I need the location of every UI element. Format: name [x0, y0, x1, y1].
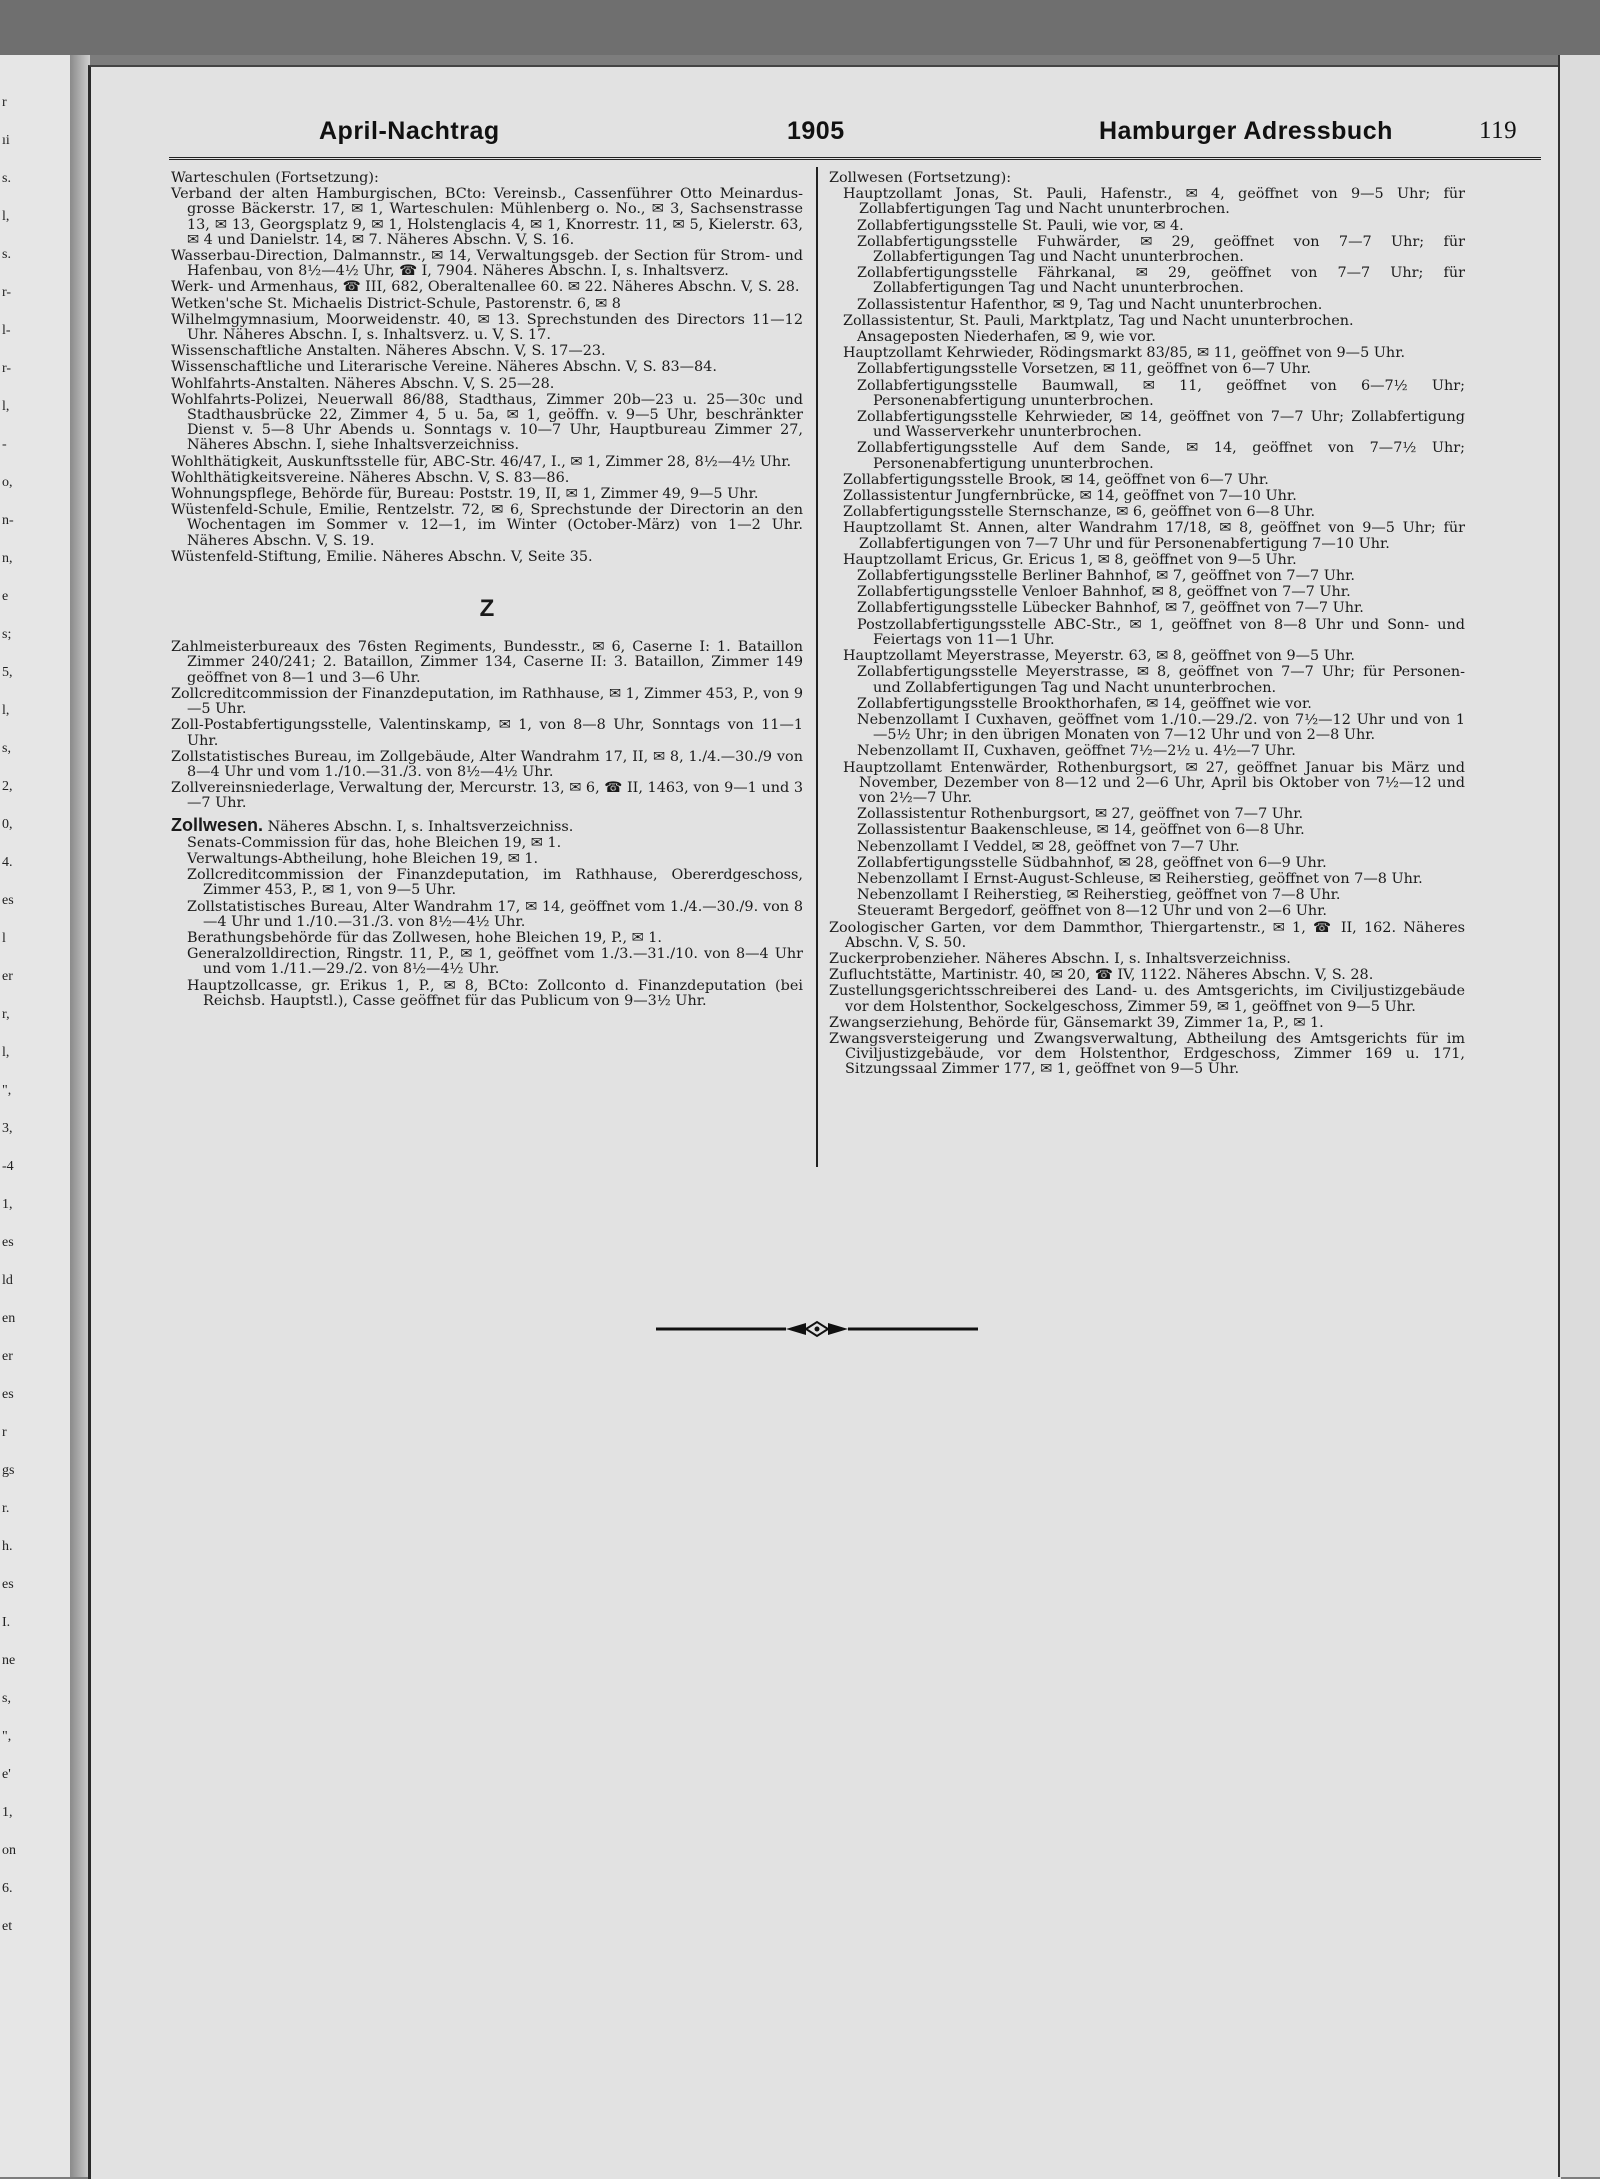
- directory-entry: Zollabfertigungsstelle Kehrwieder, ✉ 14, geöffnet von 7—7 Uhr; Zollabfertigung und Wasserverkehr ununterbrochen.: [857, 409, 1465, 441]
- entries-z-list: [171, 640, 803, 811]
- directory-entry: Zollabfertigungsstelle Fuhwärder, ✉ 29, geöffnet von 7—7 Uhr; für Zollabfertigungen Tag und Nacht ununterbrochen.: [857, 233, 1465, 266]
- adjacent-page-text-fragment: 1,: [2, 1805, 13, 1820]
- adjacent-page-text-fragment: s,: [2, 741, 11, 756]
- zollwesen-sub-list: [171, 836, 803, 1009]
- directory-entry: Zollassistentur Jungfernbrücke, ✉ 14, geöffnet von 7—10 Uhr.: [843, 488, 1297, 505]
- header-year: 1905: [787, 117, 845, 145]
- adjacent-page-text-fragment: er: [2, 1349, 13, 1364]
- directory-entry: Zollassistentur, St. Pauli, Marktplatz, Tag und Nacht ununterbrochen.: [843, 312, 1354, 329]
- end-ornament: [656, 1319, 978, 1339]
- adjacent-page-text-fragment: l: [2, 931, 6, 946]
- adjacent-page-text-fragment: -4: [2, 1159, 14, 1174]
- column-divider: [816, 167, 818, 1167]
- directory-entry: Zwangserziehung, Behörde für, Gänsemarkt 39, Zimmer 1a, P., ✉ 1.: [829, 1014, 1324, 1031]
- directory-entry: Zollvereinsniederlage, Verwaltung der, Mercurstr. 13, ✉ 6, ☎ II, 1463, von 9—1 und 3—7 Uhr.: [171, 780, 803, 812]
- adjacent-page-text-fragment: l,: [2, 209, 10, 224]
- adjacent-page-text-fragment: n-: [2, 513, 14, 528]
- directory-entry: Zollabfertigungsstelle Südbahnhof, ✉ 28, geöffnet von 6—9 Uhr.: [857, 854, 1327, 871]
- right-column: [829, 171, 1465, 1079]
- adjacent-page-text-fragment: l,: [2, 703, 10, 718]
- adjacent-page-text-fragment: l,: [2, 1045, 10, 1060]
- directory-entry: Wüstenfeld-Schule, Emilie, Rentzelstr. 72, ✉ 6, Sprechstunde der Directorin an den Wochentagen im Sommer v. 12—1, im Winter (October-März) von 1—2 Uhr. Näheres Abschn. V, S. 19.: [171, 502, 803, 549]
- directory-entry: Nebenzollamt I Cuxhaven, geöffnet vom 1./10.—29./2. von 7½—12 Uhr und von 1—5½ Uhr; in den übrigen Monaten von 7—12 Uhr und von 2—8 Uhr.: [857, 711, 1465, 744]
- adjacent-page-text-fragment: 0,: [2, 817, 13, 832]
- zollwesen-sub-entry: Senats-Commission für das, hohe Bleichen 19, ✉ 1.: [187, 834, 562, 851]
- directory-entry: Zollabfertigungsstelle Auf dem Sande, ✉ 14, geöffnet von 7—7½ Uhr; Personenabfertigung ununterbrochen.: [857, 440, 1465, 472]
- zollwesen-entry: [171, 814, 803, 835]
- directory-entry: Zollstatistisches Bureau, im Zollgebäude, Alter Wandrahm 17, II, ✉ 8, 1./4.—30./9 von 8—4 Uhr und vom 1./10.—31./3. von 8½—4½ Uhr.: [171, 748, 803, 780]
- adjacent-page-text-fragment: 1,: [2, 1197, 13, 1212]
- adjacent-page-text-fragment: n,: [2, 551, 13, 566]
- directory-entry: Hauptzollamt Kehrwieder, Rödingsmarkt 83/85, ✉ 11, geöffnet von 9—5 Uhr.: [843, 345, 1406, 362]
- document-page: [88, 65, 1561, 2179]
- adjacent-page-text-fragment: r: [2, 95, 7, 110]
- directory-entry: Zollabfertigungsstelle Venloer Bahnhof, ✉ 8, geöffnet von 7—7 Uhr.: [857, 584, 1351, 601]
- directory-entry: Zollassistentur Rothenburgsort, ✉ 27, geöffnet von 7—7 Uhr.: [857, 806, 1304, 823]
- directory-entry: Wüstenfeld-Stiftung, Emilie. Näheres Abschn. V, Seite 35.: [171, 548, 593, 565]
- adjacent-page-text-fragment: r-: [2, 285, 12, 300]
- header-rule: [169, 157, 1541, 160]
- adjacent-page-text-fragment: ",: [2, 1729, 12, 1744]
- zollwesen-heading: Zollwesen.: [171, 814, 264, 835]
- adjacent-page-text-fragment: er: [2, 969, 13, 984]
- directory-entry: Zustellungsgerichtsschreiberei des Land- u. des Amtsgerichts, im Civiljustizgebäude vor dem Holstenthor, Sockelgeschoss, Zimmer 59, ✉ 1, geöffnet von 9—5 Uhr.: [829, 983, 1465, 1015]
- adjacent-page-text-fragment: 2,: [2, 779, 13, 794]
- directory-entry: Wissenschaftliche Anstalten. Näheres Abschn. V, S. 17—23.: [171, 343, 606, 360]
- directory-entry: Wasserbau-Direction, Dalmannstr., ✉ 14, Verwaltungsgeb. der Section für Strom- und Hafenbau, von 8½—4½ Uhr, ☎ I, 7904. Näheres Abschn. I, s. Inhaltsverz.: [171, 248, 803, 280]
- directory-entry: Postzollabfertigungsstelle ABC-Str., ✉ 1, geöffnet von 8—8 Uhr und Sonn- und Feiertags von 11—1 Uhr.: [857, 616, 1465, 648]
- adjacent-page-text-fragment: et: [2, 1919, 13, 1934]
- header-supplement-title: April-Nachtrag: [319, 117, 500, 145]
- directory-entry: Zoll-Postabfertigungsstelle, Valentinskamp, ✉ 1, von 8—8 Uhr, Sonntags von 11—1 Uhr.: [171, 717, 803, 749]
- directory-entry: Zollabfertigungsstelle Lübecker Bahnhof, ✉ 7, geöffnet von 7—7 Uhr.: [857, 600, 1364, 617]
- directory-entry: Zollabfertigungsstelle Vorsetzen, ✉ 11, geöffnet von 6—7 Uhr.: [857, 361, 1311, 378]
- directory-entry: Nebenzollamt II, Cuxhaven, geöffnet 7½—2½ u. 4½—7 Uhr.: [857, 743, 1296, 760]
- adjacent-page-text-fragment: s,: [2, 1691, 11, 1706]
- adjacent-page-text-fragment: r.: [2, 1501, 10, 1516]
- zollwesen-sub-entry: Zollcreditcommission der Finanzdeputation, im Rathhause, Obererdgeschoss, Zimmer 453, P., ✉ 1, von 9—5 Uhr.: [187, 867, 803, 899]
- adjacent-page-text-fragment: on: [2, 1843, 16, 1858]
- directory-entry: Zollabfertigungsstelle Berliner Bahnhof, ✉ 7, geöffnet von 7—7 Uhr.: [857, 568, 1355, 585]
- directory-entry: Zwangsversteigerung und Zwangsverwaltung, Abtheilung des Amtsgerichts für im Civiljustizgebäude, vor dem Holstenthor, Erdgeschoss, Zimmer 169 u. 171, Sitzungssaal Zimmer 177, ✉ 1, geöffnet von 9—5 Uhr.: [829, 1030, 1465, 1078]
- directory-entry: Nebenzollamt I Ernst-August-Schleuse, ✉ Reiherstieg, geöffnet von 7—8 Uhr.: [857, 870, 1423, 887]
- directory-entry: Zollabfertigungsstelle Sternschanze, ✉ 6, geöffnet von 6—8 Uhr.: [843, 504, 1316, 521]
- scan-background-top: [0, 0, 1600, 55]
- directory-entry: Wohlfahrts-Polizei, Neuerwall 86/88, Stadthaus, Zimmer 20b—23 u. 25—30c und Stadthausbrücke 22, Zimmer 4, 5 u. 5a, ✉ 1, geöffn. v. 9—5 Uhr, beschränkter Dienst v. 5—8 Uhr Abends u. Sonntags v. 10—7 Uhr, Hauptbureau Zimmer 27, Näheres Abschn. I, siehe Inhaltsverzeichniss.: [171, 391, 803, 454]
- adjacent-page-text-fragment: es: [2, 1577, 14, 1592]
- running-header: [169, 117, 1541, 153]
- directory-entry: Hauptzollamt St. Annen, alter Wandrahm 17/18, ✉ 8, geöffnet von 9—5 Uhr; für Zollabfertigungen von 7—7 Uhr und für Personenabfertigung 7—10 Uhr.: [843, 520, 1465, 552]
- adjacent-page-text-fragment: -: [2, 437, 7, 452]
- directory-entry: Hauptzollamt Ericus, Gr. Ericus 1, ✉ 8, geöffnet von 9—5 Uhr.: [843, 551, 1297, 568]
- adjacent-page-text-fragment: ",: [2, 1083, 12, 1098]
- adjacent-page-text-fragment: 5,: [2, 665, 13, 680]
- adjacent-page-text-fragment: en: [2, 1311, 16, 1326]
- directory-entry: Wohlthätigkeit, Auskunftsstelle für, ABC-Str. 46/47, I., ✉ 1, Zimmer 28, 8½—4½ Uhr.: [171, 453, 792, 470]
- adjacent-page-text-fragment: ıi: [2, 133, 10, 148]
- adjacent-page-text-fragment: l-: [2, 323, 11, 338]
- adjacent-page-fragment: [0, 55, 70, 2177]
- continuation-heading: Warteschulen (Fortsetzung):: [171, 170, 379, 186]
- directory-entry: Verband der alten Hamburgischen, BCto: Vereinsb., Cassenführer Otto Meinardus-grosse Bäckerstr. 17, ✉ 1, Warteschulen: Mühlenberg o. No., ✉ 3, Sachsenstrasse 13, ✉ 13, Georgsplatz 9, ✉ 1, Holstenglacis 4, ✉ 1, Knorrestr. 11, ✉ 5, Kielerstr. 63, ✉ 4 und Danielstr. 14, ✉ 7. Näheres Abschn. V, S. 16.: [171, 186, 803, 248]
- directory-entry: Hauptzollamt Jonas, St. Pauli, Hafenstr., ✉ 4, geöffnet von 9—5 Uhr; für Zollabfertigungen Tag und Nacht ununterbrochen.: [843, 186, 1465, 218]
- directory-entry: Wohlfahrts-Anstalten. Näheres Abschn. V, S. 25—28.: [171, 375, 555, 392]
- adjacent-page-text-fragment: r: [2, 1425, 7, 1440]
- continuation-heading-right: Zollwesen (Fortsetzung):: [829, 170, 1012, 186]
- directory-entry: Hauptzollamt Meyerstrasse, Meyerstr. 63, ✉ 8, geöffnet von 9—5 Uhr.: [843, 648, 1355, 665]
- left-column: [171, 171, 803, 1010]
- adjacent-page-text-fragment: 3,: [2, 1121, 13, 1136]
- adjacent-page-text-fragment: e: [2, 589, 9, 604]
- zollwesen-heading-note: Näheres Abschn. I, s. Inhaltsverzeichniss.: [267, 818, 574, 835]
- zollwesen-sub-entry: Zollstatistisches Bureau, Alter Wandrahm 17, ✉ 14, geöffnet vom 1./4.—30./9. von 8—4 Uhr und 1./10.—31./3. von 8½—4½ Uhr.: [187, 898, 803, 930]
- adjacent-page-text-fragment: es: [2, 893, 14, 908]
- adjacent-page-text-fragment: gs: [2, 1463, 15, 1478]
- directory-entry: Zollabfertigungsstelle Meyerstrasse, ✉ 8, geöffnet von 7—7 Uhr; für Personen- und Zollabfertigungen Tag und Nacht ununterbrochen.: [857, 664, 1465, 696]
- adjacent-page-text-fragment: es: [2, 1387, 14, 1402]
- adjacent-page-text-fragment: ld: [2, 1273, 13, 1288]
- adjacent-page-text-fragment: h.: [2, 1539, 13, 1554]
- directory-entry: Wilhelmgymnasium, Moorweidenstr. 40, ✉ 13. Sprechstunden des Directors 11—12 Uhr. Näheres Abschn. I, s. Inhaltsverz. u. V, S. 17.: [171, 311, 803, 344]
- scan-right-edge: [1558, 55, 1600, 2177]
- directory-entry: Ansageposten Niederhafen, ✉ 9, wie vor.: [857, 329, 1156, 346]
- directory-entry: Hauptzollamt Entenwärder, Rothenburgsort, ✉ 27, geöffnet Januar bis März und November, Dezember von 8—12 und 2—6 Uhr, April bis Oktober von 7½—12 und von 2½—7 Uhr.: [843, 759, 1465, 806]
- adjacent-page-text-fragment: r-: [2, 361, 12, 376]
- adjacent-page-text-fragment: s.: [2, 171, 11, 186]
- adjacent-page-text-fragment: es: [2, 1235, 14, 1250]
- directory-entry: Zollassistentur Hafenthor, ✉ 9, Tag und Nacht ununterbrochen.: [857, 296, 1323, 313]
- entries-w-list: [171, 187, 803, 565]
- directory-entry: Wetken'sche St. Michaelis District-Schule, Pastorenstr. 6, ✉ 8: [171, 295, 621, 312]
- zollwesen-sub-entry: Hauptzollcasse, gr. Erikus 1, P., ✉ 8, BCto: Zollconto d. Finanzdeputation (bei Reichsb. Hauptstl.), Casse geöffnet für das Publicum von 9—3½ Uhr.: [187, 977, 803, 1009]
- directory-entry: Nebenzollamt I Reiherstieg, ✉ Reiherstieg, geöffnet von 7—8 Uhr.: [857, 887, 1341, 904]
- zollwesen-continued-list: [829, 187, 1465, 1077]
- adjacent-page-text-fragment: 6.: [2, 1881, 13, 1896]
- directory-entry: Wissenschaftliche und Literarische Vereine. Näheres Abschn. V, S. 83—84.: [171, 359, 717, 376]
- adjacent-page-text-fragment: e': [2, 1767, 11, 1782]
- directory-entry: Nebenzollamt I Veddel, ✉ 28, geöffnet von 7—7 Uhr.: [857, 838, 1240, 855]
- book-gutter: [70, 55, 90, 2177]
- adjacent-page-text-fragment: r,: [2, 1007, 10, 1022]
- directory-entry: Zollcreditcommission der Finanzdeputation, im Rathhause, ✉ 1, Zimmer 453, P., von 9—5 Uhr.: [171, 685, 803, 718]
- page-number: 119: [1479, 117, 1518, 144]
- directory-entry: Zahlmeisterbureaux des 76sten Regiments, Bundesstr., ✉ 6, Caserne I: 1. Bataillon Zimmer 240/241; 2. Bataillon, Zimmer 134, Caserne II: 3. Bataillon, Zimmer 149 geöffnet von 8—1 und 3—6 Uhr.: [171, 639, 803, 686]
- directory-entry: Wohlthätigkeitsvereine. Näheres Abschn. V, S. 83—86.: [171, 469, 570, 486]
- directory-entry: Zollabfertigungsstelle Fährkanal, ✉ 29, geöffnet von 7—7 Uhr; für Zollabfertigungen Tag und Nacht ununterbrochen.: [857, 265, 1465, 297]
- directory-entry: Zufluchtstätte, Martinistr. 40, ✉ 20, ☎ IV, 1122. Näheres Abschn. V, S. 28.: [829, 967, 1374, 984]
- directory-entry: Zollassistentur Baakenschleuse, ✉ 14, geöffnet von 6—8 Uhr.: [857, 822, 1305, 839]
- directory-entry: Zuckerprobenzieher. Näheres Abschn. I, s. Inhaltsverzeichniss.: [829, 950, 1291, 967]
- adjacent-page-text-fragment: s;: [2, 627, 12, 642]
- adjacent-page-text-fragment: 4.: [2, 855, 13, 870]
- adjacent-page-text-fragment: o,: [2, 475, 13, 490]
- adjacent-page-text-fragment: l,: [2, 399, 10, 414]
- adjacent-page-text-fragment: s.: [2, 247, 11, 262]
- section-letter: Z: [479, 595, 495, 623]
- directory-entry: Wohnungspflege, Behörde für, Bureau: Poststr. 19, II, ✉ 1, Zimmer 49, 9—5 Uhr.: [171, 486, 759, 503]
- header-publication-title: Hamburger Adressbuch: [1099, 117, 1393, 145]
- zollwesen-sub-entry: Generalzolldirection, Ringstr. 11, P., ✉ 1, geöffnet vom 1./3.—31./10. von 8—4 Uhr und vom 1./11.—29./2. von 8½—4½ Uhr.: [187, 946, 803, 978]
- zollwesen-sub-entry: Verwaltungs-Abtheilung, hohe Bleichen 19, ✉ 1.: [187, 850, 539, 867]
- adjacent-page-text-fragment: ne: [2, 1653, 16, 1668]
- directory-entry: Zollabfertigungsstelle Brookthorhafen, ✉ 14, geöffnet wie vor.: [857, 695, 1312, 712]
- directory-entry: Steueramt Bergedorf, geöffnet von 8—12 Uhr und von 2—6 Uhr.: [857, 903, 1327, 920]
- directory-entry: Zollabfertigungsstelle St. Pauli, wie vor, ✉ 4.: [857, 217, 1184, 234]
- zollwesen-sub-entry: Berathungsbehörde für das Zollwesen, hohe Bleichen 19, P., ✉ 1.: [187, 929, 662, 946]
- adjacent-page-text-fragment: I.: [2, 1615, 11, 1630]
- directory-entry: Werk- und Armenhaus, ☎ III, 682, Oberaltenallee 60. ✉ 22. Näheres Abschn. V, S. 28.: [171, 279, 800, 296]
- directory-entry: Zoologischer Garten, vor dem Dammthor, Thiergartenstr., ✉ 1, ☎ II, 162. Näheres Abschn. V, S. 50.: [829, 919, 1465, 951]
- directory-entry: Zollabfertigungsstelle Baumwall, ✉ 11, geöffnet von 6—7½ Uhr; Personenabfertigung ununterbrochen.: [857, 377, 1465, 409]
- directory-entry: Zollabfertigungsstelle Brook, ✉ 14, geöffnet von 6—7 Uhr.: [843, 471, 1269, 488]
